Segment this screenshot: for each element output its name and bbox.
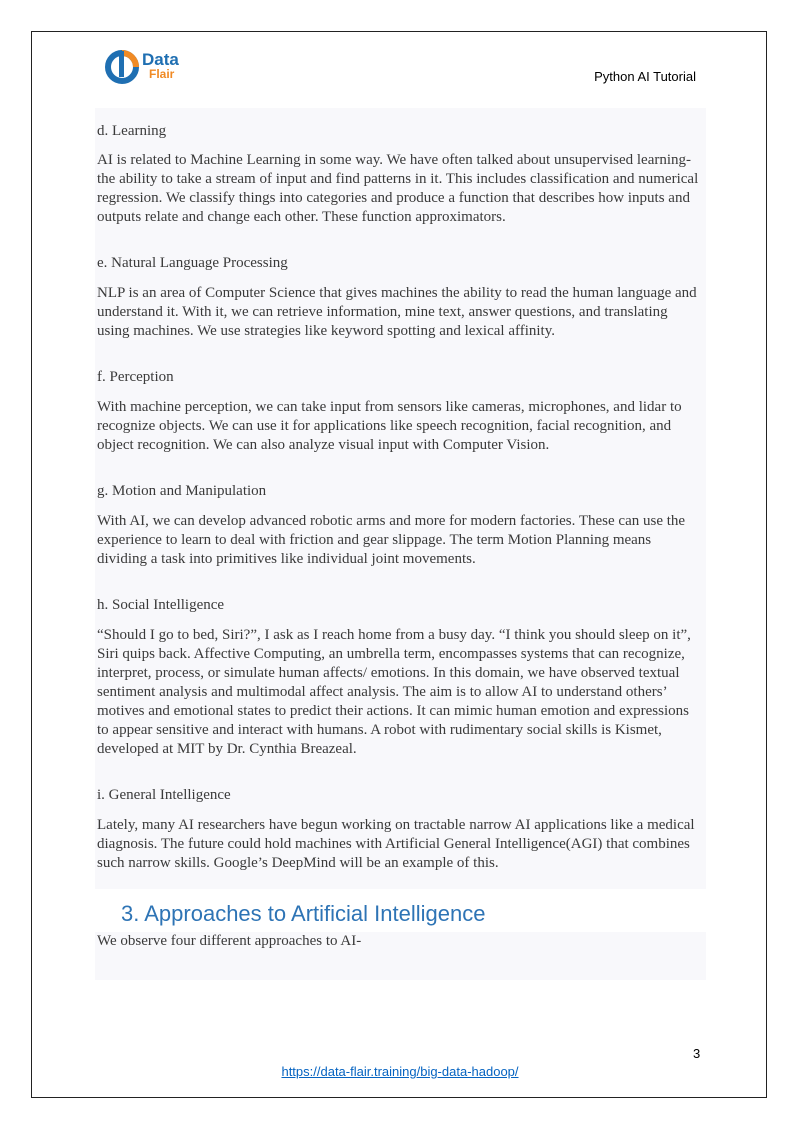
section-heading: h. Social Intelligence: [97, 597, 225, 613]
section-paragraph: AI is related to Machine Learning in some way. We have often talked about unsupervised learning- the ability to take a stream of input and find patterns in it. This includes classification and numerical regression. We classify things into categories and produce a function that describes how inputs and outputs relate and change each other. These function approximators.: [97, 152, 699, 225]
section-paragraph: Lately, many AI researchers have begun working on tractable narrow AI applications like a medical diagnosis. The future could hold machines with Artificial General Intelligence(AGI) that combines such narrow skills. Google’s DeepMind will be an example of this.: [97, 817, 695, 871]
page-number: 3: [693, 1046, 701, 1061]
approaches-heading: 3. Approaches to Artificial Intelligence: [121, 901, 486, 926]
approaches-paragraph: We observe four different approaches to AI-: [97, 933, 362, 949]
section-general: [97, 785, 702, 873]
footer-link[interactable]: https://data-flair.training/big-data-hadoop/: [281, 1064, 519, 1079]
section-paragraph: With machine perception, we can take input from sensors like cameras, microphones, and lidar to recognize objects. We can use it for applications like speech recognition, facial recognition, and object recognition. We can also analyze visual input with Computer Vision.: [97, 399, 682, 453]
data-flair-logo-icon: [105, 45, 200, 87]
logo-line2: Flair: [149, 67, 175, 81]
section-heading: e. Natural Language Processing: [97, 255, 288, 271]
section-learning: [97, 121, 702, 227]
section-nlp: [97, 253, 702, 341]
section-motion: [97, 481, 702, 569]
section-paragraph: NLP is an area of Computer Science that gives machines the ability to read the human language and understand it. With it, we can retrieve information, mine text, answer questions, and translating using machines. We use strategies like keyword spotting and lexical affinity.: [97, 285, 697, 339]
section-social: [97, 595, 702, 759]
body-content: [97, 121, 702, 873]
section-heading: i. General Intelligence: [97, 787, 231, 803]
logo-line1: Data: [142, 50, 179, 69]
section-heading: f. Perception: [97, 369, 174, 385]
section-heading: g. Motion and Manipulation: [97, 483, 267, 499]
section-heading: d. Learning: [97, 123, 167, 139]
data-flair-logo: [105, 45, 200, 87]
header-title: Python AI Tutorial: [594, 69, 696, 84]
section-paragraph: With AI, we can develop advanced robotic arms and more for modern factories. These can use the experience to learn to deal with friction and gear slippage. The term Motion Planning means dividing a task into primitives like individual joint movements.: [97, 513, 686, 567]
section-paragraph: “Should I go to bed, Siri?”, I ask as I reach home from a busy day. “I think you should sleep on it”, Siri quips back. Affective Computing, an umbrella term, encompasses systems that can recognize, interpret, process, or simulate human affects/ emotions. In this domain, we have observed textual sentiment analysis and multimodal affect analysis. The aim is to allow AI to understand others’ motives and emotional states to predict their actions. It can mimic human emotion and expressions to appear sensitive and interact with humans. A robot with rudimentary social skills is Kismet, developed at MIT by Dr. Cynthia Breazeal.: [97, 627, 691, 757]
section-perception: [97, 367, 702, 455]
